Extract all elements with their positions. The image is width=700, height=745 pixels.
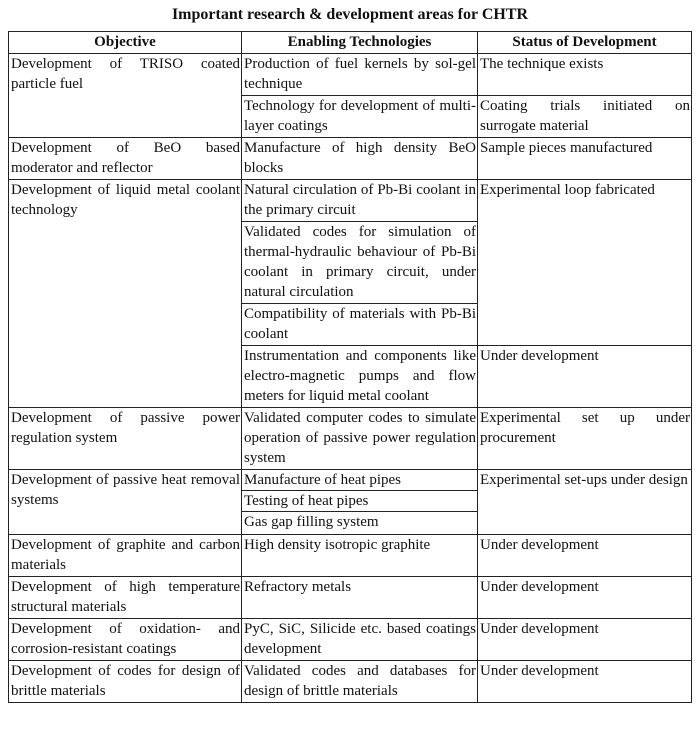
technology-cell: High density isotropic graphite xyxy=(242,535,478,577)
objective-cell: Development of graphite and carbon materials xyxy=(9,535,242,577)
status-cell: Sample pieces manufactured xyxy=(478,138,692,180)
objective-cell: Development of high temperature structural materials xyxy=(9,577,242,619)
rd-areas-table xyxy=(8,31,692,703)
objective-cell: Development of passive heat removal systems xyxy=(9,470,242,535)
objective-cell: Development of BeO based moderator and reflector xyxy=(9,138,242,180)
technology-cell: Refractory metals xyxy=(242,577,478,619)
table-row xyxy=(9,535,692,577)
technology-cell: Testing of heat pipes xyxy=(242,491,478,512)
status-cell: Under development xyxy=(478,577,692,619)
status-cell: Under development xyxy=(478,619,692,661)
status-cell: Coating trials initiated on surrogate material xyxy=(478,96,692,138)
technology-cell: Validated computer codes to simulate operation of passive power regulation system xyxy=(242,408,478,470)
table-title: Important research & development areas for CHTR xyxy=(171,6,529,23)
technology-cell: Production of fuel kernels by sol-gel technique xyxy=(242,54,478,96)
technology-cell: Manufacture of high density BeO blocks xyxy=(242,138,478,180)
header-technologies: Enabling Technologies xyxy=(242,32,478,54)
header-row xyxy=(9,32,692,54)
technology-cell: Instrumentation and components like electro-magnetic pumps and flow meters for liquid metal coolant xyxy=(242,346,478,408)
status-cell: The technique exists xyxy=(478,54,692,96)
technology-cell: Validated codes and databases for design of brittle materials xyxy=(242,661,478,703)
objective-cell: Development of TRISO coated particle fuel xyxy=(9,54,242,138)
technology-cell: Compatibility of materials with Pb-Bi coolant xyxy=(242,304,478,346)
technology-cell: Validated codes for simulation of thermal-hydraulic behaviour of Pb-Bi coolant in primary circuit, under natural circulation xyxy=(242,222,478,304)
table-row xyxy=(9,54,692,96)
objective-cell: Development of oxidation- and corrosion-resistant coatings xyxy=(9,619,242,661)
status-cell: Experimental set up under procurement xyxy=(478,408,692,470)
technology-cell: PyC, SiC, Silicide etc. based coatings development xyxy=(242,619,478,661)
table-row xyxy=(9,619,692,661)
table-row xyxy=(9,408,692,470)
technology-cell: Natural circulation of Pb-Bi coolant in the primary circuit xyxy=(242,180,478,222)
technology-cell: Gas gap filling system xyxy=(242,512,478,535)
status-cell: Under development xyxy=(478,535,692,577)
table-row xyxy=(9,470,692,491)
objective-cell: Development of codes for design of brittle materials xyxy=(9,661,242,703)
status-cell: Under development xyxy=(478,661,692,703)
status-cell: Experimental loop fabricated xyxy=(478,180,692,346)
table-row xyxy=(9,661,692,703)
technology-cell: Technology for development of multi-layer coatings xyxy=(242,96,478,138)
table-row xyxy=(9,180,692,222)
objective-cell: Development of liquid metal coolant technology xyxy=(9,180,242,408)
objective-cell: Development of passive power regulation system xyxy=(9,408,242,470)
table-row xyxy=(9,577,692,619)
status-cell: Experimental set-ups under design xyxy=(478,470,692,535)
status-cell: Under development xyxy=(478,346,692,408)
table-row xyxy=(9,138,692,180)
header-objective: Objective xyxy=(9,32,242,54)
technology-cell: Manufacture of heat pipes xyxy=(242,470,478,491)
header-status: Status of Development xyxy=(478,32,692,54)
